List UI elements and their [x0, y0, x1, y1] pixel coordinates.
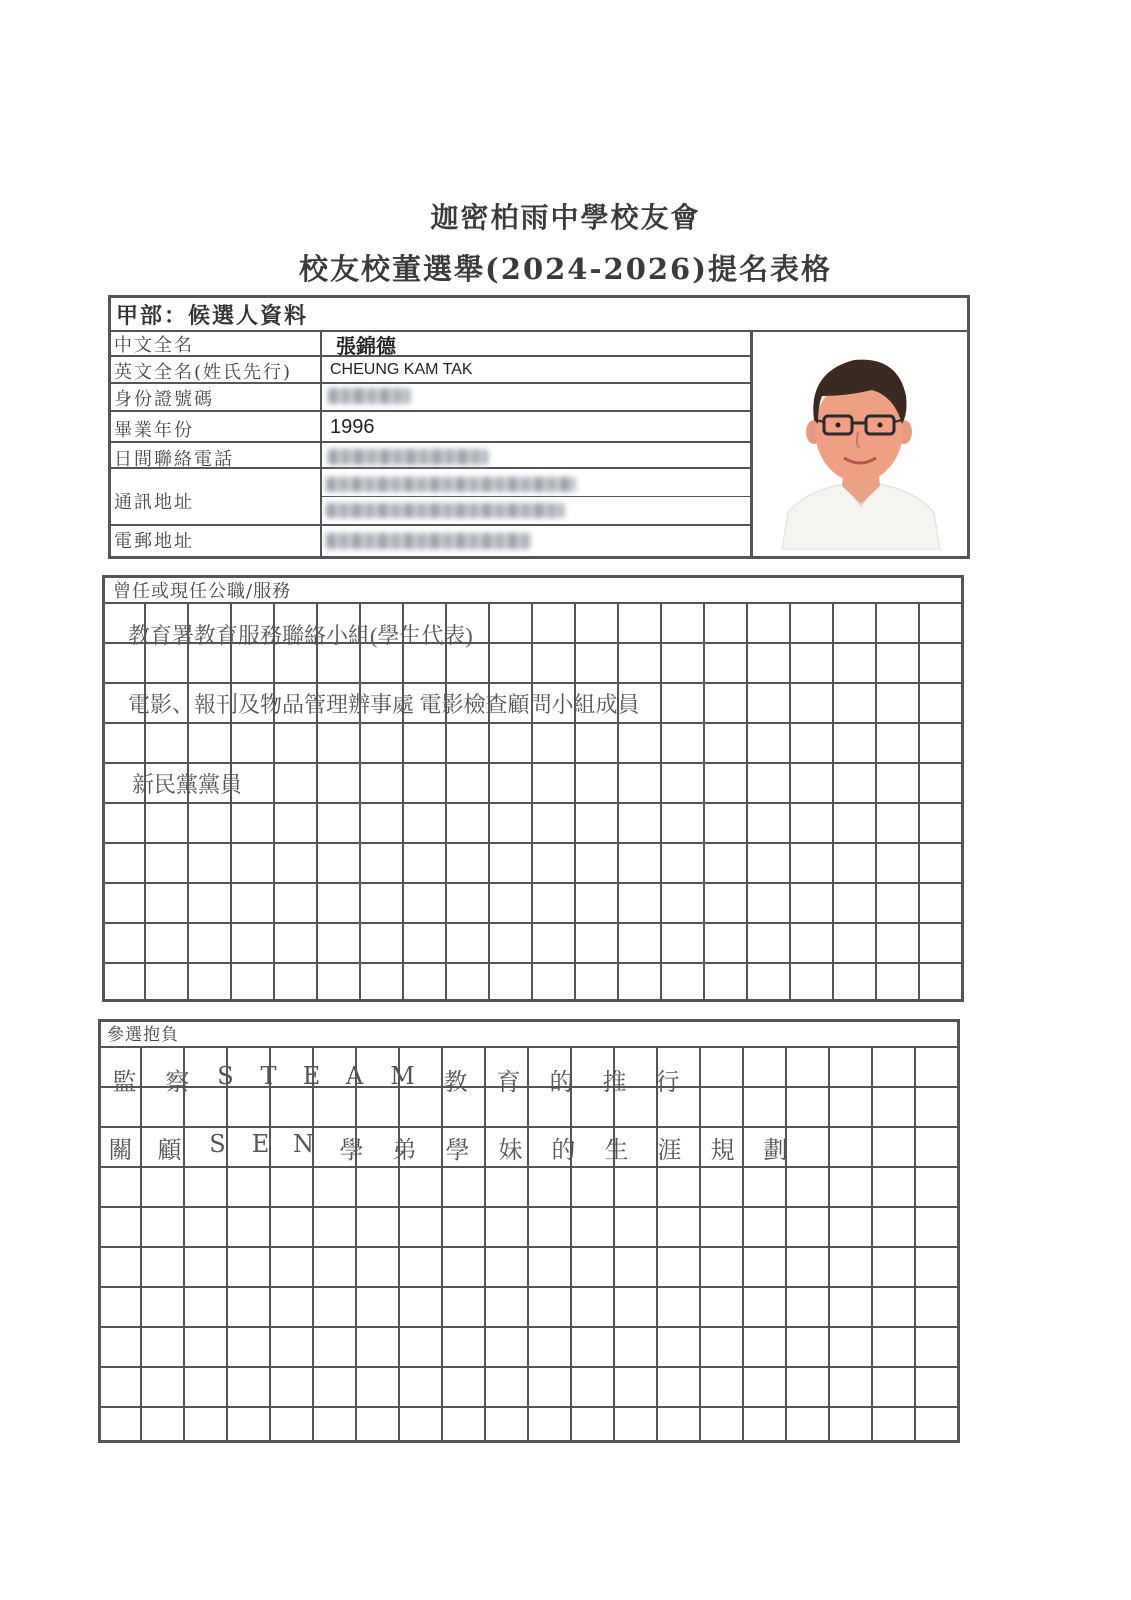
- aspiration-char: 關: [108, 1136, 133, 1164]
- form-title-election: 校友校董選舉(2024-2026)提名表格: [299, 252, 832, 286]
- email-redacted: [326, 533, 530, 549]
- aspiration-char: S: [209, 1130, 226, 1158]
- graduation-year-label: 畢業年份: [114, 420, 194, 441]
- aspiration-char: 教: [443, 1068, 468, 1096]
- form-title-school: 迦密柏雨中學校友會: [430, 201, 701, 234]
- aspiration-char: 行: [655, 1068, 680, 1096]
- aspiration-char: S: [217, 1062, 234, 1090]
- service-entry-3: 新民黨黨員: [132, 772, 243, 797]
- aspiration-char: E: [251, 1130, 270, 1158]
- service-entry-1: 教育署教育服務聯絡小組(學生代表): [128, 623, 473, 648]
- aspiration-char: N: [293, 1130, 314, 1158]
- section-a-title: 甲部：候選人資料: [116, 303, 309, 329]
- english-name-label: 英文全名(姓氏先行): [114, 362, 293, 383]
- aspiration-char: 察: [165, 1068, 190, 1096]
- aspiration-char: 學: [339, 1136, 364, 1164]
- id-number-label: 身份證號碼: [114, 389, 214, 410]
- english-name-value: CHEUNG KAM TAK: [330, 361, 473, 378]
- aspiration-char: 弟: [392, 1136, 417, 1164]
- aspiration-char: 監: [112, 1068, 137, 1096]
- section-b-title: 曾任或現任公職/服務: [113, 581, 292, 602]
- aspiration-char: 規: [710, 1136, 735, 1164]
- graduation-year-value: 1996: [330, 416, 375, 438]
- address-line2-redacted: [326, 503, 564, 518]
- chinese-name-label: 中文全名: [114, 335, 194, 356]
- aspiration-char: T: [260, 1062, 277, 1090]
- aspiration-char: E: [302, 1062, 321, 1090]
- aspiration-char: 的: [549, 1068, 574, 1096]
- aspiration-char: 妹: [498, 1136, 523, 1164]
- aspiration-char: 推: [602, 1068, 627, 1096]
- email-label: 電郵地址: [114, 531, 194, 552]
- aspiration-line-1: [98, 1062, 694, 1097]
- address-line1-redacted: [326, 477, 576, 492]
- aspiration-char: 生: [604, 1136, 629, 1164]
- id-number-redacted: [328, 388, 410, 404]
- phone-redacted: [328, 449, 488, 465]
- aspiration-char: 的: [551, 1136, 576, 1164]
- address-label: 通訊地址: [114, 492, 194, 513]
- aspiration-char: 學: [445, 1136, 470, 1164]
- chinese-name-value: 張錦德: [336, 334, 396, 358]
- aspiration-line-2: [98, 1130, 802, 1165]
- daytime-phone-label: 日間聯絡電話: [114, 449, 234, 470]
- section-c-title: 參選抱負: [107, 1025, 179, 1045]
- aspiration-char: M: [390, 1062, 415, 1090]
- aspiration-char: 劃: [763, 1136, 788, 1164]
- aspiration-char: 涯: [657, 1136, 682, 1164]
- aspiration-char: 顧: [157, 1136, 182, 1164]
- aspiration-char: 育: [496, 1068, 521, 1096]
- aspiration-char: A: [345, 1062, 364, 1090]
- candidate-photo: [778, 344, 944, 550]
- service-entry-2: 電影、報刊及物品管理辦事處 電影檢查顧問小組成員: [128, 692, 640, 717]
